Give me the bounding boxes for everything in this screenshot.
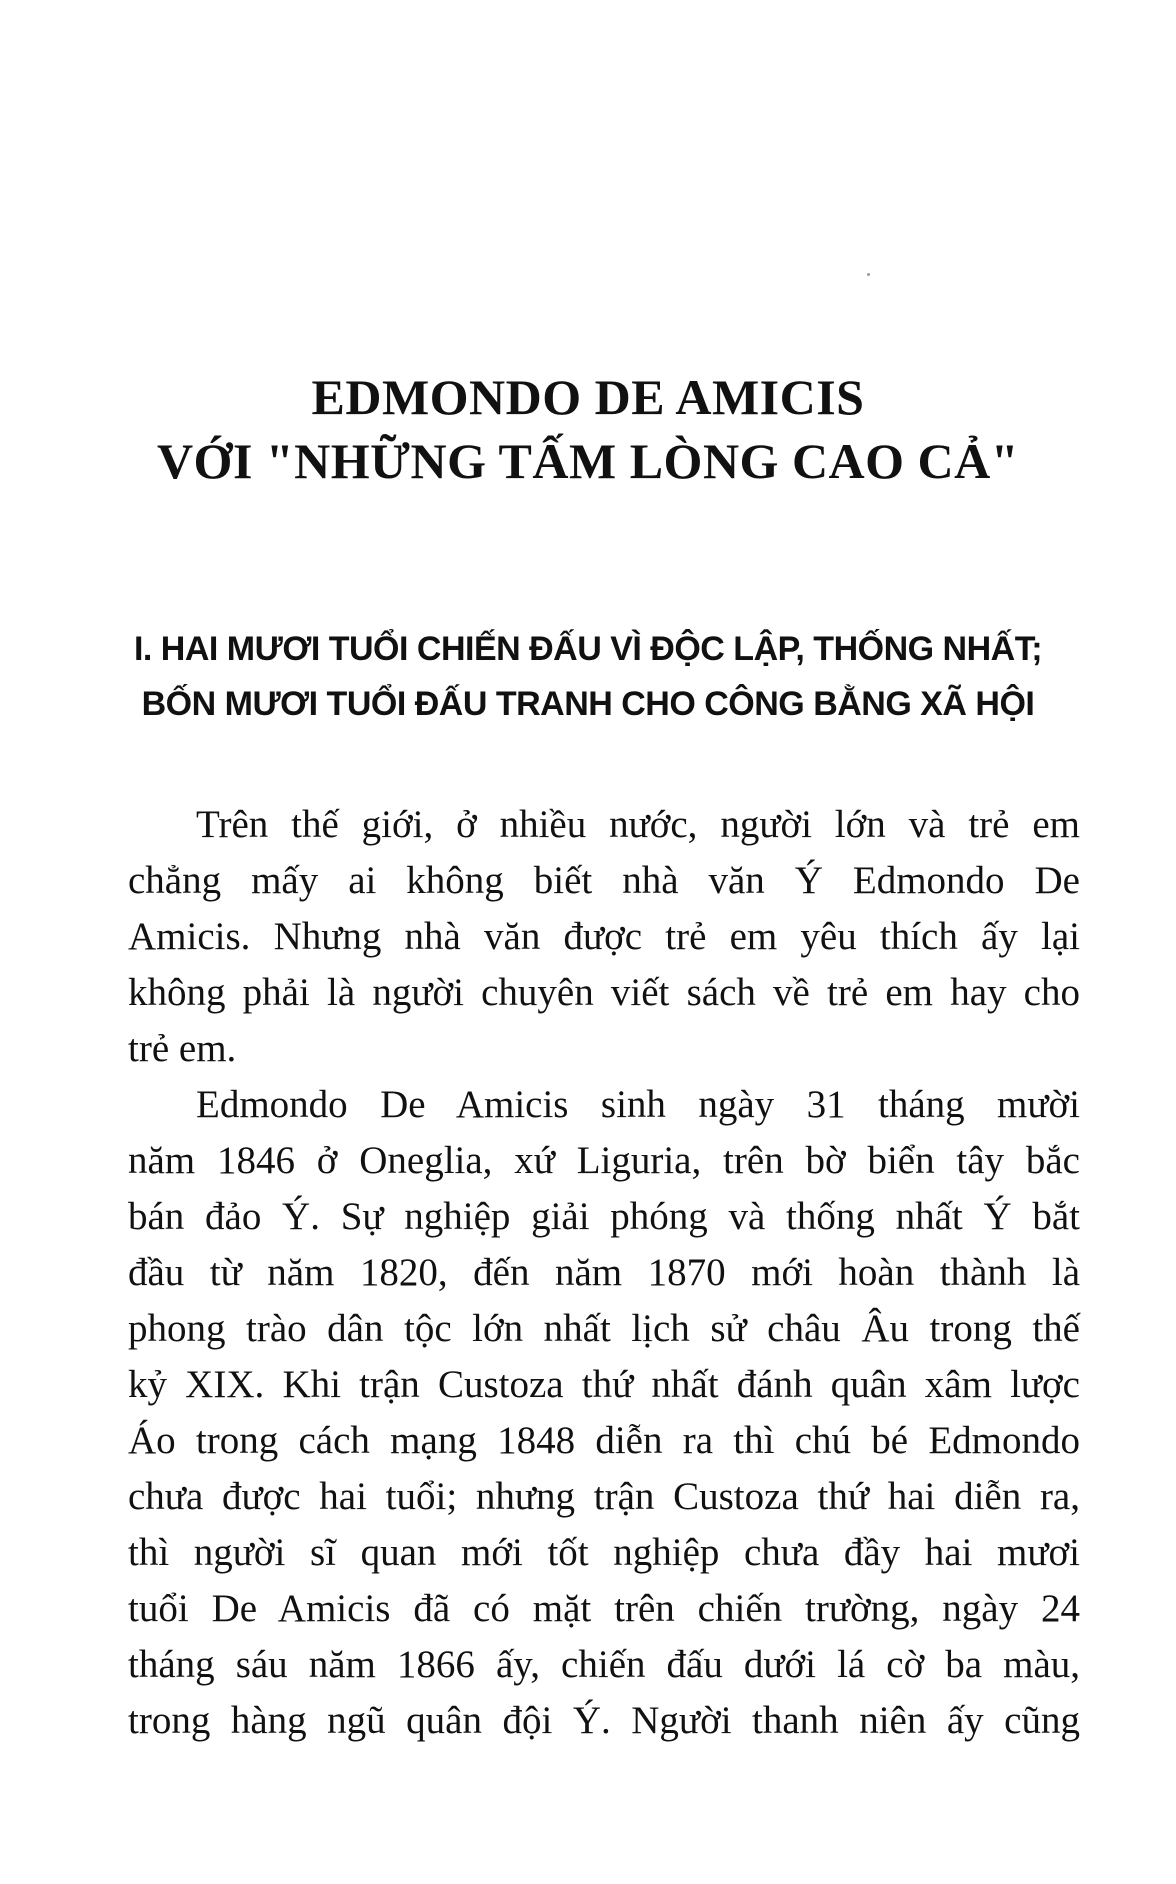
body-text bbox=[128, 797, 1080, 1749]
text-line: tháng sáu năm 1866 ấy, chiến đấu dưới lá cờ ba màu, bbox=[128, 1643, 1080, 1686]
text-line: Áo trong cách mạng 1848 diễn ra thì chú bé Edmondo bbox=[128, 1419, 1080, 1462]
text-line: tuổi De Amicis đã có mặt trên chiến trường, ngày 24 bbox=[128, 1587, 1080, 1630]
text-line: kỷ XIX. Khi trận Custoza thứ nhất đánh quân xâm lược bbox=[128, 1363, 1080, 1406]
text-line: thì người sĩ quan mới tốt nghiệp chưa đầy hai mươi bbox=[128, 1531, 1080, 1574]
text-line: không phải là người chuyên viết sách về trẻ em hay cho bbox=[128, 971, 1080, 1014]
text-line: Trên thế giới, ở nhiều nước, người lớn và trẻ em bbox=[196, 803, 1080, 846]
paragraph-2 bbox=[128, 1077, 1080, 1749]
paragraph-1 bbox=[128, 797, 1080, 1077]
section-heading-line-2: BỐN MƯƠI TUỔI ĐẤU TRANH CHO CÔNG BẰNG XÃ HỘI bbox=[141, 685, 1035, 723]
chapter-title bbox=[0, 365, 1176, 493]
scan-speck bbox=[867, 273, 870, 276]
chapter-title-line-1: EDMONDO DE AMICIS bbox=[311, 369, 865, 425]
section-heading bbox=[0, 622, 1176, 732]
chapter-title-line-2: VỚI "NHỮNG TẤM LÒNG CAO CẢ" bbox=[156, 433, 1020, 489]
text-line: phong trào dân tộc lớn nhất lịch sử châu Âu trong thế bbox=[128, 1307, 1080, 1350]
text-line: chưa được hai tuổi; nhưng trận Custoza thứ hai diễn ra, bbox=[128, 1475, 1080, 1518]
text-line: trong hàng ngũ quân đội Ý. Người thanh niên ấy cũng bbox=[128, 1699, 1080, 1742]
text-line: trẻ em. bbox=[128, 1027, 237, 1070]
text-line: Amicis. Nhưng nhà văn được trẻ em yêu thích ấy lại bbox=[128, 915, 1080, 958]
section-heading-line-1: I. HAI MƯƠI TUỔI CHIẾN ĐẤU VÌ ĐỘC LẬP, THỐNG NHẤT; bbox=[133, 630, 1043, 668]
text-line: năm 1846 ở Oneglia, xứ Liguria, trên bờ biển tây bắc bbox=[128, 1139, 1080, 1182]
text-line: đầu từ năm 1820, đến năm 1870 mới hoàn thành là bbox=[128, 1251, 1080, 1294]
text-line: chẳng mấy ai không biết nhà văn Ý Edmondo De bbox=[128, 859, 1080, 902]
text-line: bán đảo Ý. Sự nghiệp giải phóng và thống nhất Ý bắt bbox=[128, 1195, 1080, 1238]
text-line: Edmondo De Amicis sinh ngày 31 tháng mười bbox=[196, 1083, 1080, 1126]
